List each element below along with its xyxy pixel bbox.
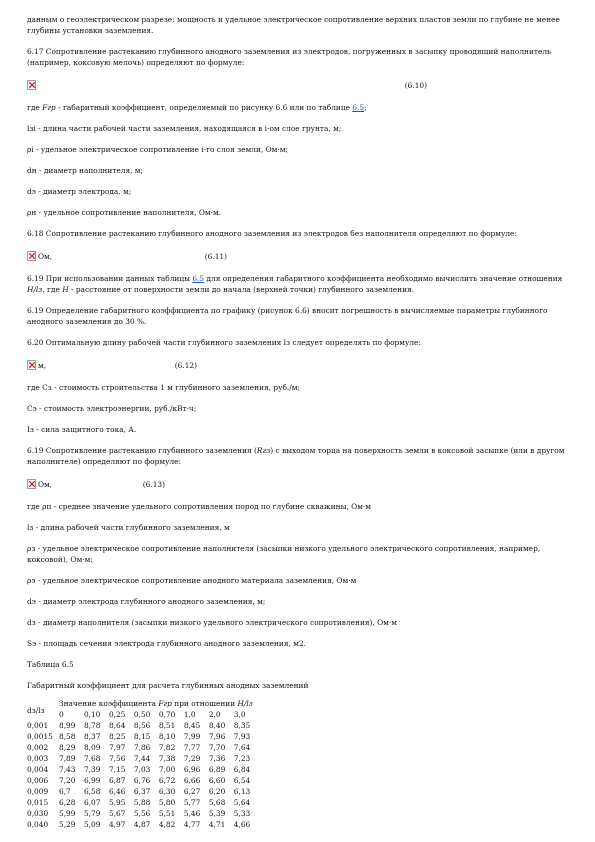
table-cell: 5,09 [83,820,101,829]
table-cell: 8,40 [208,721,226,730]
table-cell: 4,97 [108,820,126,829]
table-cell: 7,97 [108,743,126,752]
table-cell: 7,29 [183,754,201,763]
table-row [27,776,259,787]
table-row [27,743,259,754]
table-cell: 7,38 [158,754,176,763]
formula-6-13 [27,477,165,491]
table-cell: 5,64 [233,798,251,807]
definition-rho-p: где ρп - среднее значение удельного сопротивления пород по глубине скважины, Ом·м [27,502,372,511]
document-page [27,14,572,831]
coefficient-table [27,699,259,831]
formula-6-10 [27,78,572,92]
table-column-header: 0,25 [108,710,126,719]
table-row-key: 0,001 [27,721,49,730]
table-cell: 4,82 [158,820,176,829]
table-cell: 8,78 [83,721,101,730]
definition-se: Sэ - площадь сечения электрода глубинного анодного заземления, м2. [27,639,307,648]
table-cell: 7,70 [208,743,226,752]
formula-6-12 [27,358,197,372]
formula-number: (6.12) [174,360,197,370]
definition-rho-z: ρз - удельное электрическое сопротивление наполнителя (засыпки низкого удельного электрического сопротивления, например, коксовой), Ом·м; [27,544,541,564]
table-cell: 6,96 [183,765,201,774]
table-cell: 4,87 [133,820,151,829]
table-column-header: 0 [59,710,64,719]
table-cell: 7,82 [158,743,176,752]
table-cell: 8,09 [83,743,101,752]
table-cell: 6,99 [83,776,101,785]
definition-de: dэ - диаметр электрода, м; [27,187,132,196]
table-cell: 5,95 [108,798,126,807]
definition-rho-i: ρi - удельное электрическое сопротивление i-го слоя земли, Ом·м; [27,145,288,154]
definition-dz: dз - диаметр наполнителя (засыпки низкого удельного электрического сопротивления), Ом·м [27,618,398,627]
paragraph-intro: данным о геоэлектрическом разрезе: мощность и удельное электрическое сопротивление верхних пластов земли по глубине не менее глубины установки заземления. [27,15,560,35]
table-row [27,754,259,765]
table-cell: 5,33 [233,809,251,818]
paragraph-6-17: 6.17 Сопротивление растеканию глубинного анодного заземления из электродов, погруженных в засыпку проводящий наполнитель (например, коксовую мелочь) определяют по формуле: [27,47,552,67]
formula-number: (6.10) [404,80,427,90]
table-title: Габаритный коэффициент для расчета глубинных анодных заземлений [27,681,309,690]
table-row [27,787,259,798]
table-cell: 5,99 [59,809,76,818]
table-column-header: 2,0 [208,710,221,719]
table-cell: 7,96 [208,732,226,741]
table-cell: 4,71 [208,820,226,829]
table-cell: 5,80 [158,798,176,807]
table-cell: 6,54 [233,776,251,785]
table-row [27,809,259,820]
table-row-key: 0,006 [27,776,49,785]
paragraph-6-20: 6.20 Оптимальную длину рабочей части глубинного заземления lз следует определять по формуле: [27,338,421,347]
table-cell: 5,79 [83,809,101,818]
table-cell: 7,93 [233,732,251,741]
table-cell: 8,37 [83,732,101,741]
paragraph-where-fgr: где Fгр - габаритный коэффициент, определяемый по рисунку 6.6 или по таблице 6.5; [27,103,367,112]
definition-ce: Сэ - стоимость электроэнергии, руб./кВт·ч; [27,404,197,413]
table-row [27,732,259,743]
paragraph-6-19-rgz: 6.19 Сопротивление растеканию глубинного заземления (Rгз) с выходом торца на поверхность земли в коксовой засыпке (или в другом наполнителе) определяют по формуле: [27,446,565,466]
table-row-key: 0,015 [27,798,49,807]
table-cell: 8,15 [133,732,151,741]
table-cell: 5,68 [208,798,226,807]
table-cell: 8,51 [158,721,176,730]
formula-6-11 [27,249,227,263]
table-cell: 7,36 [208,754,226,763]
table-row [27,721,259,732]
broken-image-icon [27,360,36,370]
table-cell: 8,58 [59,732,76,741]
table-cell: 5,51 [158,809,176,818]
table-row [27,798,259,809]
definition-de2: dэ - диаметр электрода глубинного анодного заземления, м; [27,597,266,606]
table-cell: 7,64 [233,743,251,752]
table-cell: 6,07 [83,798,101,807]
table-cell: 6,66 [183,776,201,785]
definition-lzi: lзi - длина части рабочей части заземления, находящаяся в i-ом слое грунта, м; [27,124,342,133]
table-6-5-link[interactable]: 6.5 [192,274,205,283]
table-cell: 6,13 [233,787,251,796]
table-cell: 5,67 [108,809,126,818]
table-column-header: 0,70 [158,710,176,719]
table-cell: 7,00 [158,765,176,774]
table-row [27,765,259,776]
table-cell: 8,99 [59,721,76,730]
table-6-5-link[interactable]: 6.5 [352,103,365,112]
table-cell: 6,87 [108,776,126,785]
table-row-key: 0,030 [27,809,49,818]
table-cell: 5,88 [133,798,151,807]
table-column-header: 1,0 [183,710,196,719]
table-cell: 8,29 [59,743,76,752]
definition-lz: lз - длина рабочей части глубинного заземления, м [27,523,230,532]
broken-image-icon [27,251,36,261]
table-cell: 5,56 [133,809,151,818]
table-cell: 6,72 [158,776,176,785]
table-cell: 7,39 [83,765,101,774]
table-cell: 6,28 [59,798,76,807]
table-cell: 7,68 [83,754,101,763]
table-cell: 7,86 [133,743,151,752]
broken-image-icon [27,479,36,489]
table-cell: 5,46 [183,809,201,818]
table-cell: 8,25 [108,732,126,741]
table-row-key: 0,009 [27,787,49,796]
formula-number: (6.13) [142,479,165,489]
formula-number: (6.11) [204,251,227,261]
table-cell: 5,77 [183,798,201,807]
formula-unit: Ом, [38,251,53,261]
table-row-key: 0,003 [27,754,49,763]
table-cell: 5,39 [208,809,226,818]
table-group-header: Значение коэффициента Fгр при отношении H/lз [59,699,253,708]
table-column-header: 0,50 [133,710,151,719]
table-cell: 8,64 [108,721,126,730]
table-cell: 6,58 [83,787,101,796]
table-cell: 7,03 [133,765,151,774]
table-row-key: 0,040 [27,820,49,829]
table-row [27,820,259,831]
formula-unit: м, [38,360,47,370]
table-cell: 5,29 [59,820,76,829]
table-cell: 8,45 [183,721,201,730]
table-cell: 6,89 [208,765,226,774]
formula-unit: Ом, [38,479,53,489]
table-cell: 6,27 [183,787,201,796]
table-header-row [27,699,259,710]
table-cell: 6,60 [208,776,226,785]
table-cell: 7,44 [133,754,151,763]
table-column-header: 0,10 [83,710,101,719]
definition-rho-e: ρэ - удельное электрическое сопротивление анодного материала заземления, Ом·м [27,576,357,585]
table-cell: 7,77 [183,743,201,752]
table-column-header-row [27,710,259,721]
definition-iz: Iз - сила защитного тока, А. [27,425,137,434]
table-cell: 7,99 [183,732,201,741]
table-cell: 7,89 [59,754,76,763]
table-label: Таблица 6.5 [27,660,74,669]
table-cell: 6,30 [158,787,176,796]
paragraph-6-19-table: 6.19 При использовании данных таблицы 6.5 для определения габаритного коэффициента необходимо вычислить значение отношения H/lз, где H - расстояние от поверхности земли до начала (верхней точки) глубинного заземления. [27,274,563,294]
table-row-key: 0,004 [27,765,49,774]
table-cell: 7,20 [59,776,76,785]
table-cell: 8,35 [233,721,251,730]
table-corner-header: dз/lз [27,705,45,715]
table-cell: 7,56 [108,754,126,763]
paragraph-6-18: 6.18 Сопротивление растеканию глубинного анодного заземления из электродов без наполнителя определяют по формуле: [27,229,517,238]
table-cell: 6,84 [233,765,251,774]
table-cell: 4,66 [233,820,251,829]
table-row-key: 0,0015 [27,732,53,741]
table-cell: 6,20 [208,787,226,796]
table-cell: 6,37 [133,787,151,796]
definition-cz: где Сз - стоимость строительства 1 м глубинного заземления, руб./м; [27,383,300,392]
table-cell: 6,7 [59,787,71,796]
table-row-key: 0,002 [27,743,49,752]
table-column-header: 3,0 [233,710,246,719]
definition-dn: dн - диаметр наполнителя, м; [27,166,144,175]
table-cell: 8,56 [133,721,151,730]
paragraph-6-19-graph: 6.19 Определение габаритного коэффициента по графику (рисунок 6.6) вносит погрешность в вычисляемые параметры глубинного анодного заземления до 30 %. [27,306,548,326]
table-cell: 4,77 [183,820,201,829]
table-cell: 7,43 [59,765,76,774]
definition-rho-n: ρн - удельное сопротивление наполнителя, Ом·м. [27,208,222,217]
table-cell: 6,46 [108,787,126,796]
table-cell: 8,10 [158,732,176,741]
table-cell: 6,76 [133,776,151,785]
table-cell: 7,15 [108,765,126,774]
broken-image-icon [27,80,36,90]
table-cell: 7,23 [233,754,251,763]
